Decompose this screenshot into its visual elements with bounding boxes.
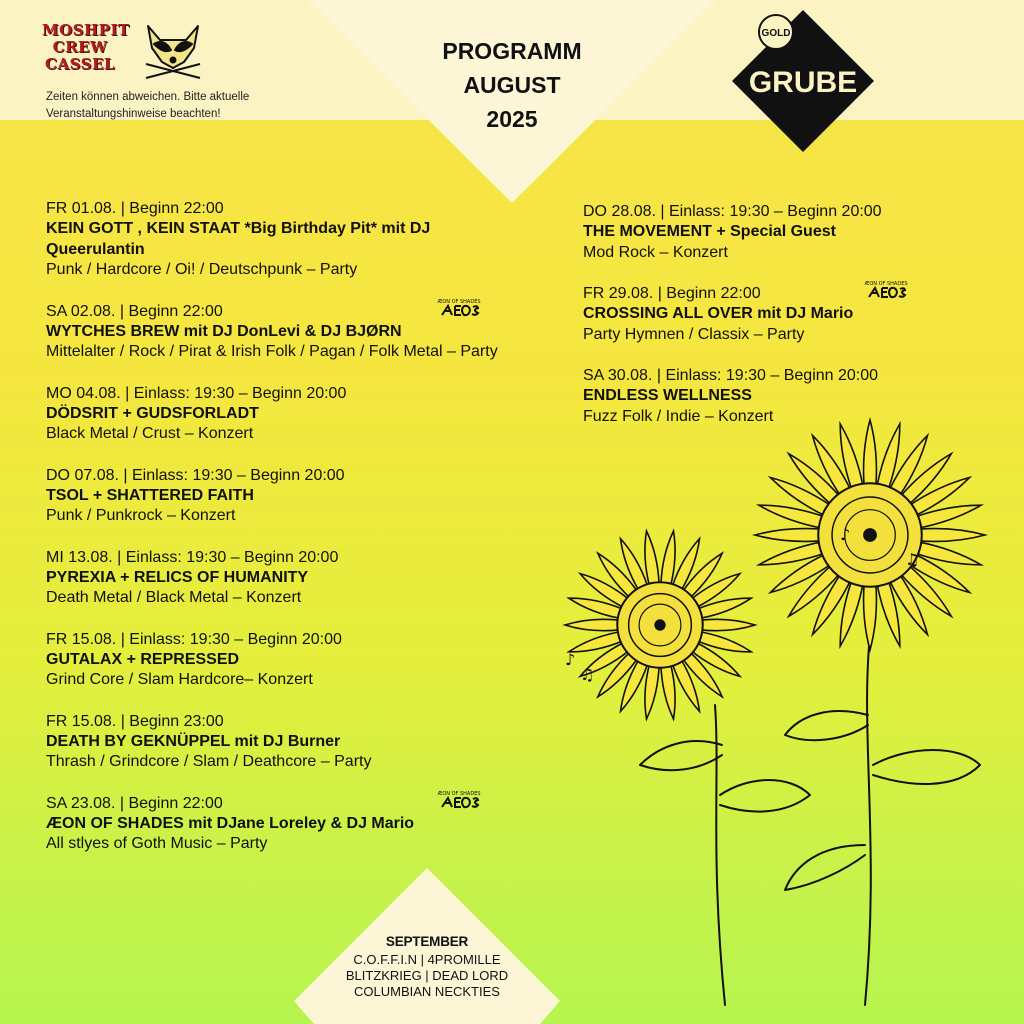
event-date: FR 01.08. | Beginn 22:00 xyxy=(46,200,224,217)
events-list-left xyxy=(46,198,516,875)
event-date: DO 28.08. | Einlass: 19:30 – Beginn 20:00 xyxy=(583,203,882,220)
event-genre: Punk / Hardcore / Oi! / Deutschpunk – Party xyxy=(46,261,358,278)
event-title: THE MOVEMENT + Special Guest xyxy=(583,223,836,240)
events-list-right xyxy=(583,201,983,447)
event-date: SA 02.08. | Beginn 22:00 xyxy=(46,302,223,320)
event-item xyxy=(46,711,516,773)
svg-text:♫: ♫ xyxy=(580,665,595,684)
event-title: ENDLESS WELLNESS xyxy=(583,387,752,404)
event-genre: All stlyes of Goth Music – Party xyxy=(46,835,268,852)
timing-notice: Zeiten können abweichen. Bitte aktuelle Veranstaltungshinweise beachten! xyxy=(46,91,250,120)
raccoon-logo-icon xyxy=(138,20,208,84)
svg-text:ÆON OF SHADES: ÆON OF SHADES xyxy=(864,281,908,287)
september-line-1: C.O.F.F.I.N | 4PROMILLE xyxy=(353,952,501,967)
event-title: DÖDSRIT + GUDSFORLADT xyxy=(46,404,259,422)
september-line-3: COLUMBIAN NECKTIES xyxy=(354,984,500,999)
event-genre: Mittelalter / Rock / Pirat & Irish Folk / Pagan / Folk Metal – Party xyxy=(46,343,498,360)
moshpit-logo-line-1: MOSHPIT xyxy=(42,21,130,39)
aeon-of-shades-logo-icon xyxy=(436,787,482,813)
event-genre: Death Metal / Black Metal – Konzert xyxy=(46,589,302,606)
svg-text:♪: ♪ xyxy=(565,650,576,669)
sunflower-left-icon xyxy=(565,531,755,719)
page-title xyxy=(412,34,612,136)
moshpit-logo-line-3: CASSEL xyxy=(45,55,115,73)
event-date: FR 15.08. | Einlass: 19:30 – Beginn 20:00 xyxy=(46,630,342,648)
event-item xyxy=(46,198,516,281)
moshpit-logo-line-2: CREW xyxy=(52,38,108,56)
event-title: ÆON OF SHADES mit DJane Loreley & DJ Mario xyxy=(46,814,415,832)
event-date: SA 23.08. | Beginn 22:00 xyxy=(46,794,223,812)
aeon-of-shades-logo-icon xyxy=(436,295,482,321)
event-item xyxy=(46,790,516,855)
september-preview xyxy=(332,932,522,1000)
event-title: WYTCHES BREW mit DJ DonLevi & DJ BJØRN xyxy=(46,322,402,340)
svg-text:♫: ♫ xyxy=(905,550,920,569)
event-title: TSOL + SHATTERED FAITH xyxy=(46,486,254,504)
event-date: DO 07.08. | Einlass: 19:30 – Beginn 20:00 xyxy=(46,466,345,484)
event-genre: Fuzz Folk / Indie – Konzert xyxy=(583,407,774,425)
event-title: KEIN GOTT , KEIN STAAT *Big Birthday Pit* mit DJ Queerulantin xyxy=(46,220,431,258)
title-line-2: AUGUST xyxy=(463,72,561,98)
event-title: GUTALAX + REPRESSED xyxy=(46,650,240,668)
september-title: SEPTEMBER xyxy=(385,934,469,949)
svg-text:ÆON OF SHADES: ÆON OF SHADES xyxy=(437,790,481,797)
event-genre: Party Hymnen / Classix – Party xyxy=(583,325,805,343)
event-date: FR 15.08. | Beginn 23:00 xyxy=(46,712,224,730)
september-line-2: BLITZKRIEG | DEAD LORD xyxy=(345,968,509,983)
event-item xyxy=(46,383,516,445)
event-item xyxy=(583,201,983,263)
event-genre: Thrash / Grindcore / Slam / Deathcore – Party xyxy=(46,753,372,770)
sunflower-right-icon xyxy=(755,420,985,650)
sunflowers-illustration xyxy=(560,415,1020,1015)
event-title: CROSSING ALL OVER mit DJ Mario xyxy=(583,305,854,322)
event-date: FR 29.08. | Beginn 22:00 xyxy=(583,285,761,302)
event-genre: Mod Rock – Konzert xyxy=(583,243,728,261)
title-line-3: 2025 xyxy=(486,106,538,132)
event-genre: Grind Core / Slam Hardcore– Konzert xyxy=(46,671,313,688)
title-line-1: PROGRAMM xyxy=(442,38,582,64)
event-item xyxy=(46,629,516,691)
event-item xyxy=(46,298,516,363)
aeon-of-shades-logo-icon xyxy=(863,277,909,303)
gold-grube-logo xyxy=(728,6,878,156)
event-date: SA 30.08. | Einlass: 19:30 – Beginn 20:00 xyxy=(583,367,879,384)
event-genre: Black Metal / Crust – Konzert xyxy=(46,425,254,442)
event-item xyxy=(583,283,983,345)
event-date: MO 04.08. | Einlass: 19:30 – Beginn 20:00 xyxy=(46,384,347,402)
moshpit-crew-logo xyxy=(42,21,130,78)
svg-text:ÆON OF SHADES: ÆON OF SHADES xyxy=(437,298,481,305)
event-title: PYREXIA + RELICS OF HUMANITY xyxy=(46,568,309,586)
event-genre: Punk / Punkrock – Konzert xyxy=(46,507,236,524)
event-item xyxy=(46,547,516,609)
event-item xyxy=(46,465,516,527)
logo-badge-text: GOLD xyxy=(761,28,791,39)
logo-main-text: GRUBE xyxy=(748,66,858,99)
event-title: DEATH BY GEKNÜPPEL mit DJ Burner xyxy=(46,732,341,750)
svg-text:♪: ♪ xyxy=(840,525,851,544)
event-date: MI 13.08. | Einlass: 19:30 – Beginn 20:00 xyxy=(46,548,339,566)
